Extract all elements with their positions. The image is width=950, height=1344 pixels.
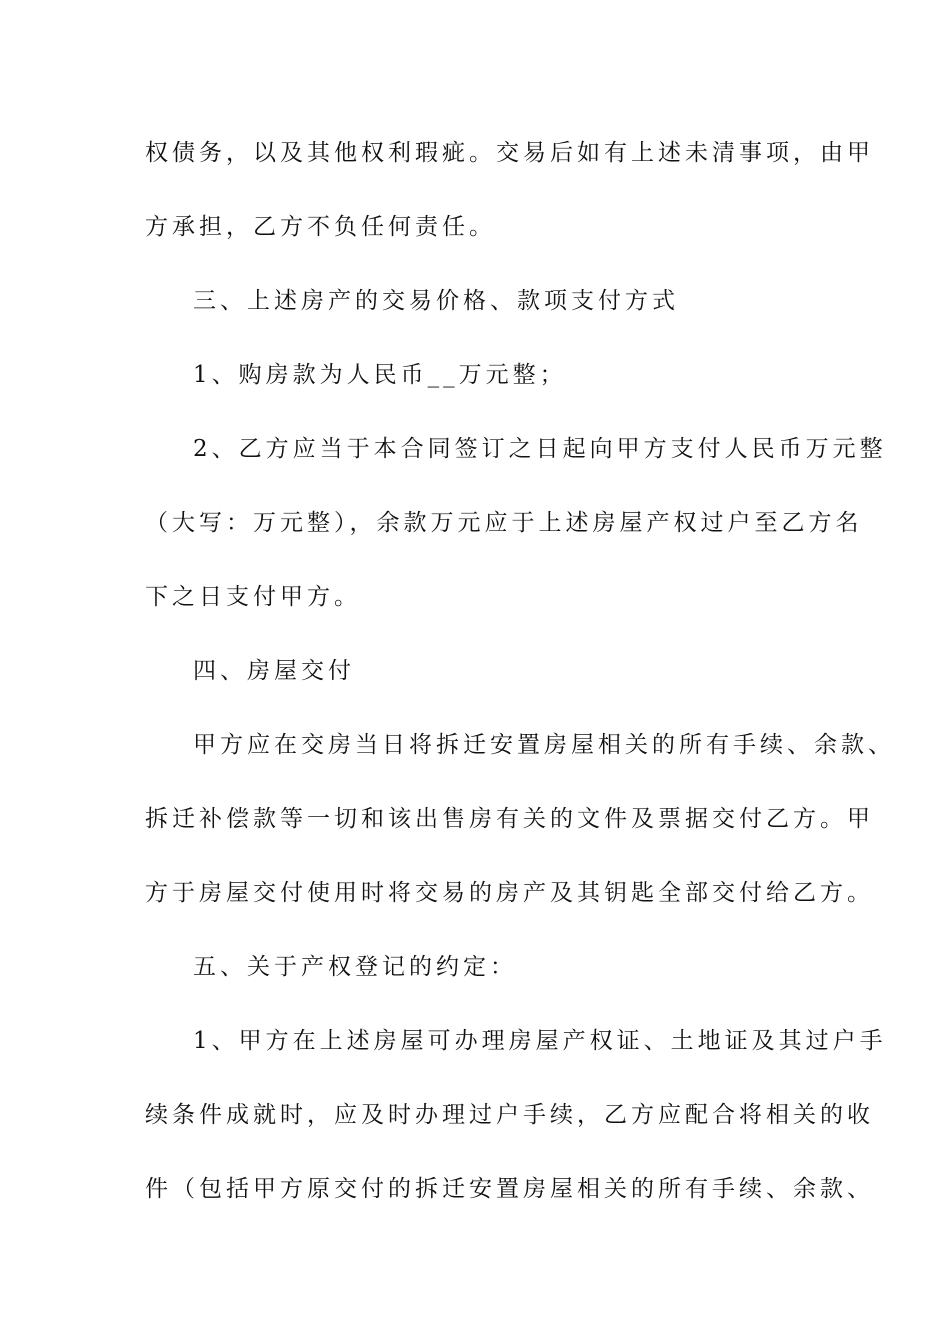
paragraph-line: （大写：万元整），余款万元应于上述房屋产权过户至乙方名: [145, 510, 863, 536]
paragraph-line: 1、购房款为人民币__万元整；: [193, 362, 567, 388]
paragraph-line: 拆迁补偿款等一切和该出售房有关的文件及票据交付乙方。甲: [145, 806, 874, 832]
paragraph-line: 下之日支付甲方。: [145, 584, 361, 610]
paragraph-line: 甲方应在交房当日将拆迁安置房屋相关的所有手续、余款、: [193, 732, 895, 758]
section-heading: 四、房屋交付: [193, 658, 355, 684]
paragraph-line: 方承担，乙方不负任何责任。: [145, 214, 496, 240]
paragraph-line: 权债务，以及其他权利瑕疵。交易后如有上述未清事项，由甲: [145, 140, 874, 166]
paragraph-line: 2、乙方应当于本合同签订之日起向甲方支付人民币万元整: [193, 436, 887, 462]
section-heading: 三、上述房产的交易价格、款项支付方式: [193, 288, 679, 314]
paragraph-line: 续条件成就时，应及时办理过户手续，乙方应配合将相关的收: [145, 1102, 874, 1128]
paragraph-line: 件（包括甲方原交付的拆迁安置房屋相关的所有手续、余款、: [145, 1176, 874, 1202]
paragraph-line: 方于房屋交付使用时将交易的房产及其钥匙全部交付给乙方。: [145, 880, 874, 906]
paragraph-line: 1、甲方在上述房屋可办理房屋产权证、土地证及其过户手: [193, 1028, 887, 1054]
section-heading: 五、关于产权登记的约定：: [193, 954, 517, 980]
